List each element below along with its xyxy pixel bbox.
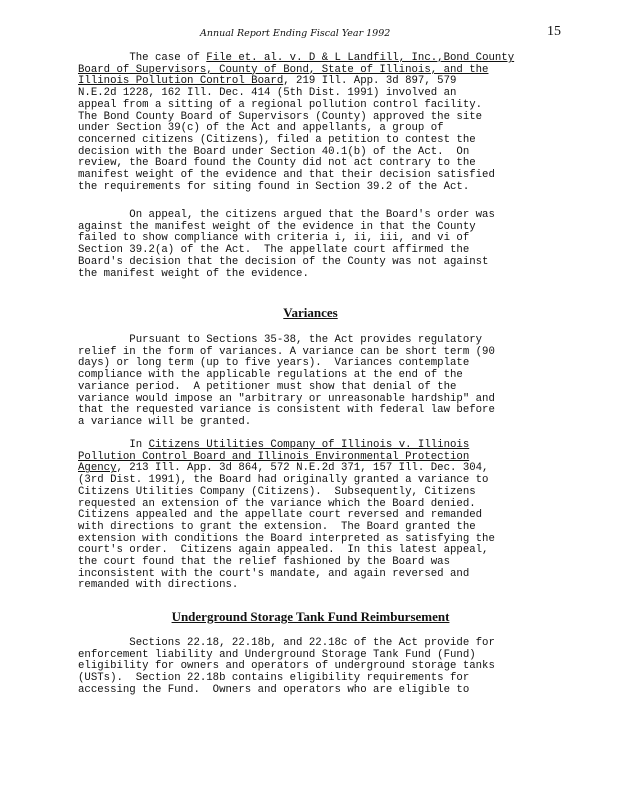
paragraph-appeal: On appeal, the citizens argued that the Board's order was against the manifest weight of the evidence in that the County failed to show compliance with criteria i, ii, iii, and vi of Section 39.2(a) of the Act. The appellate court affirmed the Board's decision that the decision of the County was not against the manifest weight of the evidence. (78, 209, 495, 280)
case-citation: , 219 Ill. App. 3d 897, 579 (283, 75, 457, 88)
case-citation: , 213 Ill. App. 3d 864, 572 N.E.2d 371, 157 Ill. Dec. 304, (116, 462, 489, 475)
paragraph-file-case (78, 53, 568, 193)
indent (78, 439, 129, 451)
case-name-line-1: File et. al. v. D & L Landfill, Inc.,Bond County (206, 52, 515, 64)
running-head: Annual Report Ending Fiscal Year 1992 (200, 28, 391, 39)
paragraph-body: (3rd Dist. 1991), the Board had originally granted a variance to Citizens Utilities Company (Citizens). Subsequently, Citizens requested an extension of the variance which the Board denied. Citizens appealed and the appellate court reversed and remanded with directions to grant the extension. The Board granted the extension with conditions the Board interpreted as satisfying the court's order. Citizens again appealed. In this latest appeal, the court found that the relief fashioned by the Board was inconsistent with the court's mandate, and again reversed and remanded with directions. (78, 474, 495, 592)
paragraph-citizens-utilities (78, 440, 568, 592)
case-name-line-3: Agency (78, 462, 117, 475)
case-name-line-1: Citizens Utilities Company of Illinois v. Illinois (148, 439, 470, 451)
page-number: 15 (547, 24, 561, 39)
paragraph-intro: In (129, 439, 149, 451)
paragraph-ust-fund: Sections 22.18, 22.18b, and 22.18c of the Act provide for enforcement liability and Underground Storage Tank Fund (Fund) eligibility for owners and operators of underground storage tanks (USTs). Section 22.18b contains eligibility requirements for accessing the Fund. Owners and operators who are eligible to (78, 637, 495, 696)
indent (78, 52, 129, 64)
paragraph-body: N.E.2d 1228, 162 Ill. Dec. 414 (5th Dist. 1991) involved an appeal from a sitting of a regional pollution control facility. The Bond County Board of Supervisors (County) approved the site under Section 39(c) of the Act and appellants, a group of concerned citizens (Citizens), filed a petition to contest the decision with the Board under Section 40.1(b) of the Act. On review, the Board found the County did not act contrary to the manifest weight of the evidence and that their decision satisfied the requirements for siting found in Section 39.2 of the Act. (78, 87, 495, 193)
heading-ust-fund: Underground Storage Tank Fund Reimbursement (171, 609, 450, 624)
paragraph-variances: Pursuant to Sections 35-38, the Act provides regulatory relief in the form of variances. A variance can be short term (90 days) or long term (up to five years). Variances contemplate compliance with the applicable regulations at the end of the variance period. A petitioner must show that denial of the variance would impose an "arbitrary or unreasonable hardship" and that the requested variance is consistent with federal law before a variance will be granted. (78, 334, 495, 428)
case-name-line-3: Illinois Pollution Control Board (78, 75, 284, 88)
paragraph-intro: The case of (129, 52, 207, 64)
case-name-line-2: Board of Supervisors, County of Bond, State of Illinois, and the (78, 63, 489, 76)
case-name-line-2: Pollution Control Board and Illinois Environmental Protection (78, 450, 470, 463)
heading-variances: Variances (283, 305, 338, 320)
page-header (0, 22, 621, 42)
